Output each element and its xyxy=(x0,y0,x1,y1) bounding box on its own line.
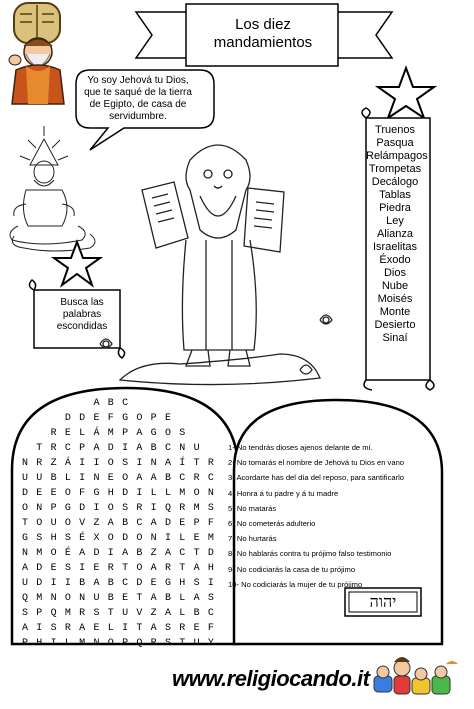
puzzle-letter[interactable]: R xyxy=(179,503,186,514)
puzzle-letter[interactable]: C xyxy=(122,398,129,409)
puzzle-letter[interactable]: O xyxy=(136,563,143,574)
puzzle-letter[interactable]: O xyxy=(107,638,114,649)
hebrew-tetragrammaton: יהוה xyxy=(369,592,397,611)
word-list-item: Sinaí xyxy=(382,332,408,344)
puzzle-letter[interactable]: A xyxy=(150,593,157,604)
puzzle-letter[interactable]: N xyxy=(93,473,100,484)
puzzle-letter[interactable]: E xyxy=(150,578,157,589)
word-list-item: Monte xyxy=(379,306,411,318)
commandment-item: 1- No tendrás dioses ajenos delante de mí. xyxy=(228,443,373,452)
puzzle-letter[interactable]: D xyxy=(136,578,143,589)
puzzle-letter[interactable]: Z xyxy=(150,608,157,619)
puzzle-letter[interactable]: N xyxy=(179,443,186,454)
puzzle-letter[interactable]: A xyxy=(150,473,157,484)
puzzle-letter[interactable]: L xyxy=(179,533,186,544)
puzzle-letter[interactable]: D xyxy=(36,578,43,589)
puzzle-letter[interactable]: N xyxy=(150,458,157,469)
puzzle-letter[interactable]: R xyxy=(50,428,57,439)
puzzle-letter[interactable]: G xyxy=(150,428,157,439)
puzzle-letter[interactable]: Á xyxy=(64,458,71,469)
puzzle-letter[interactable]: T xyxy=(122,563,129,574)
puzzle-letter[interactable]: Q xyxy=(164,503,171,514)
puzzle-letter[interactable]: F xyxy=(207,623,214,634)
puzzle-letter[interactable]: R xyxy=(136,503,143,514)
puzzle-letter[interactable]: P xyxy=(122,638,129,649)
puzzle-letter[interactable]: U xyxy=(50,518,57,529)
puzzle-letter[interactable]: C xyxy=(207,473,214,484)
puzzle-letter[interactable]: Q xyxy=(50,608,57,619)
puzzle-letter[interactable]: R xyxy=(150,638,157,649)
puzzle-letter[interactable]: R xyxy=(64,623,71,634)
puzzle-letter[interactable]: E xyxy=(93,413,100,424)
puzzle-letter[interactable]: B xyxy=(107,578,114,589)
puzzle-letter[interactable]: F xyxy=(107,413,114,424)
puzzle-letter[interactable]: G xyxy=(164,578,171,589)
puzzle-letter[interactable]: S xyxy=(164,623,171,634)
puzzle-letter[interactable]: D xyxy=(207,548,214,559)
puzzle-letter[interactable]: T xyxy=(193,458,200,469)
puzzle-letter[interactable]: S xyxy=(122,503,129,514)
puzzle-letter[interactable]: H xyxy=(207,563,214,574)
puzzle-letter[interactable]: C xyxy=(207,608,214,619)
word-list-item: Éxodo xyxy=(379,254,411,266)
puzzle-letter[interactable]: A xyxy=(136,428,143,439)
puzzle-letter[interactable]: U xyxy=(122,608,129,619)
puzzle-letter[interactable]: G xyxy=(21,533,28,544)
word-list-item: Moisés xyxy=(377,293,413,305)
puzzle-letter[interactable]: U xyxy=(21,578,28,589)
puzzle-letter[interactable]: B xyxy=(79,578,86,589)
puzzle-letter[interactable]: E xyxy=(179,518,186,529)
puzzle-letter[interactable]: I xyxy=(164,533,171,544)
puzzle-letter[interactable]: C xyxy=(164,443,171,454)
puzzle-letter[interactable]: A xyxy=(93,578,100,589)
word-list-item: Piedra xyxy=(379,202,411,214)
puzzle-letter[interactable]: Z xyxy=(93,518,100,529)
commandment-item: 5- No matarás xyxy=(228,503,277,513)
puzzle-letter[interactable]: I xyxy=(79,563,86,574)
commandment-item: 10- No codiciarás la mujer de tu prójimo xyxy=(228,579,363,589)
puzzle-letter[interactable]: L xyxy=(164,488,171,499)
puzzle-letter[interactable]: A xyxy=(150,563,157,574)
puzzle-letter[interactable]: R xyxy=(50,443,57,454)
puzzle-letter[interactable]: C xyxy=(64,443,71,454)
puzzle-letter[interactable]: D xyxy=(36,563,43,574)
puzzle-letter[interactable]: I xyxy=(122,623,129,634)
puzzle-letter[interactable]: N xyxy=(207,488,214,499)
word-list-item: Alianza xyxy=(376,228,414,240)
puzzle-letter[interactable]: G xyxy=(93,488,100,499)
instruction-line: palabras xyxy=(62,309,102,320)
puzzle-letter[interactable]: E xyxy=(164,413,171,424)
puzzle-letter[interactable]: A xyxy=(193,563,200,574)
puzzle-letter[interactable]: L xyxy=(64,638,71,649)
puzzle-letter[interactable]: S xyxy=(179,428,186,439)
puzzle-letter[interactable]: P xyxy=(36,608,43,619)
puzzle-letter[interactable]: D xyxy=(21,488,28,499)
puzzle-letter[interactable]: M xyxy=(36,548,43,559)
puzzle-letter[interactable]: B xyxy=(193,608,200,619)
puzzle-letter[interactable]: A xyxy=(164,548,171,559)
puzzle-letter[interactable]: T xyxy=(36,443,43,454)
puzzle-letter[interactable]: F xyxy=(207,518,214,529)
puzzle-letter[interactable]: S xyxy=(164,638,171,649)
puzzle-letter[interactable]: R xyxy=(179,623,186,634)
commandment-item: 4- Honra á tu padre y á tu madre xyxy=(228,488,339,498)
puzzle-letter[interactable]: E xyxy=(36,488,43,499)
puzzle-letter[interactable]: A xyxy=(93,443,100,454)
puzzle-letter[interactable]: F xyxy=(79,488,86,499)
puzzle-letter[interactable]: L xyxy=(150,488,157,499)
puzzle-letter[interactable]: I xyxy=(50,638,57,649)
puzzle-letter[interactable]: A xyxy=(79,548,86,559)
puzzle-letter[interactable]: R xyxy=(207,458,214,469)
puzzle-letter[interactable]: O xyxy=(64,488,71,499)
puzzle-letter[interactable]: H xyxy=(50,533,57,544)
instruction-text xyxy=(42,297,122,333)
puzzle-letter[interactable]: A xyxy=(21,563,28,574)
puzzle-letter[interactable]: R xyxy=(79,608,86,619)
puzzle-letter[interactable]: S xyxy=(36,533,43,544)
puzzle-letter[interactable]: U xyxy=(21,473,28,484)
puzzle-letter[interactable]: D xyxy=(107,443,114,454)
puzzle-letter[interactable]: I xyxy=(107,548,114,559)
page-title xyxy=(188,4,338,64)
puzzle-letter[interactable]: B xyxy=(107,593,114,604)
puzzle-letter[interactable]: T xyxy=(193,548,200,559)
puzzle-letter[interactable]: N xyxy=(36,503,43,514)
puzzle-letter[interactable]: O xyxy=(193,488,200,499)
puzzle-letter[interactable]: A xyxy=(79,623,86,634)
puzzle-letter[interactable]: A xyxy=(193,593,200,604)
puzzle-letter[interactable]: L xyxy=(179,608,186,619)
puzzle-letter[interactable]: B xyxy=(150,443,157,454)
puzzle-letter[interactable]: R xyxy=(193,473,200,484)
puzzle-letter[interactable]: O xyxy=(136,533,143,544)
puzzle-letter[interactable]: B xyxy=(136,548,143,559)
puzzle-letter[interactable]: Á xyxy=(93,428,100,439)
puzzle-letter[interactable]: E xyxy=(93,563,100,574)
title-line-2: mandamientos xyxy=(213,34,313,51)
commandment-item: 3- Acordarte has del día del reposo, para santificarlo xyxy=(228,473,405,483)
god-sketch xyxy=(10,126,95,251)
puzzle-letter[interactable]: C xyxy=(122,578,129,589)
puzzle-letter[interactable]: E xyxy=(50,563,57,574)
puzzle-letter[interactable]: I xyxy=(150,503,157,514)
footer-url[interactable]: www.religiocando.it xyxy=(172,666,370,691)
puzzle-letter[interactable]: D xyxy=(79,413,86,424)
puzzle-letter[interactable]: A xyxy=(164,608,171,619)
puzzle-letter[interactable]: T xyxy=(179,638,186,649)
commandment-item: 8- No hablarás contra tu prójimo falso testimonio xyxy=(228,549,392,559)
commandment-item: 2- No tomarás el nombre de Jehová tu Dios en vano xyxy=(228,458,405,468)
puzzle-letter[interactable]: B xyxy=(164,473,171,484)
puzzle-letter[interactable]: A xyxy=(164,458,171,469)
puzzle-letter[interactable]: R xyxy=(164,563,171,574)
puzzle-letter[interactable]: D xyxy=(93,548,100,559)
puzzle-letter[interactable]: D xyxy=(79,503,86,514)
word-list-item: Israelitas xyxy=(372,241,418,253)
puzzle-letter[interactable]: I xyxy=(136,458,143,469)
puzzle-letter[interactable]: O xyxy=(164,428,171,439)
puzzle-letter[interactable]: O xyxy=(122,473,129,484)
puzzle-letter[interactable]: I xyxy=(79,458,86,469)
puzzle-letter[interactable]: S xyxy=(193,578,200,589)
puzzle-letter[interactable]: I xyxy=(36,623,43,634)
puzzle-letter[interactable]: N xyxy=(21,458,28,469)
puzzle-letter[interactable]: H xyxy=(107,488,114,499)
bubble-line: servidumbre. xyxy=(109,111,167,122)
title-line-1: Los diez xyxy=(235,16,291,33)
puzzle-letter[interactable]: E xyxy=(193,533,200,544)
word-list-item: Trompetas xyxy=(368,163,422,175)
puzzle-letter[interactable]: M xyxy=(179,488,186,499)
puzzle-letter[interactable]: M xyxy=(207,533,214,544)
puzzle-letter[interactable]: O xyxy=(50,548,57,559)
puzzle-letter[interactable]: V xyxy=(79,518,86,529)
puzzle-letter[interactable]: L xyxy=(64,473,71,484)
puzzle-letter[interactable]: A xyxy=(107,518,114,529)
commandment-item: 6- No cometerás adulterio xyxy=(228,519,316,528)
puzzle-letter[interactable]: S xyxy=(207,503,214,514)
puzzle-letter[interactable]: G xyxy=(122,413,129,424)
puzzle-letter[interactable]: E xyxy=(107,473,114,484)
word-list-item: Relámpagos xyxy=(366,150,428,162)
puzzle-letter[interactable]: D xyxy=(122,533,129,544)
puzzle-letter[interactable]: E xyxy=(122,593,129,604)
puzzle-letter[interactable]: L xyxy=(107,623,114,634)
puzzle-letter[interactable]: T xyxy=(136,623,143,634)
moses-sketch xyxy=(100,145,332,385)
puzzle-letter[interactable]: Q xyxy=(21,593,28,604)
puzzle-letter[interactable]: E xyxy=(193,623,200,634)
bubble-line: que te saqué de la tierra xyxy=(84,87,192,98)
puzzle-letter[interactable]: H xyxy=(179,578,186,589)
puzzle-letter[interactable]: R xyxy=(107,563,114,574)
puzzle-letter[interactable]: N xyxy=(50,593,57,604)
word-list-item: Dios xyxy=(383,267,406,279)
puzzle-letter[interactable]: C xyxy=(179,473,186,484)
puzzle-letter[interactable]: M xyxy=(193,503,200,514)
puzzle-letter[interactable]: É xyxy=(79,533,86,544)
puzzle-letter[interactable]: A xyxy=(136,443,143,454)
puzzle-letter[interactable]: Z xyxy=(50,458,57,469)
puzzle-letter[interactable]: A xyxy=(150,518,157,529)
puzzle-letter[interactable]: S xyxy=(64,563,71,574)
puzzle-letter[interactable]: S xyxy=(64,533,71,544)
puzzle-letter[interactable]: O xyxy=(21,503,28,514)
puzzle-letter[interactable]: C xyxy=(179,548,186,559)
puzzle-letter[interactable]: A xyxy=(21,623,28,634)
puzzle-letter[interactable]: T xyxy=(179,563,186,574)
commandment-item: 9- No codiciarás la casa de tu prójimo xyxy=(228,564,356,574)
puzzle-letter[interactable]: O xyxy=(107,503,114,514)
puzzle-letter[interactable]: D xyxy=(64,413,71,424)
speech-bubble-text xyxy=(80,75,196,123)
bubble-line: de Egipto, de casa de xyxy=(89,99,187,110)
puzzle-letter[interactable]: E xyxy=(64,428,71,439)
puzzle-letter[interactable]: O xyxy=(36,518,43,529)
word-list-item: Truenos xyxy=(375,124,415,136)
puzzle-letter[interactable]: M xyxy=(36,593,43,604)
puzzle-letter[interactable]: B xyxy=(107,398,114,409)
puzzle-letter[interactable]: M xyxy=(107,428,114,439)
bubble-line: Yo soy Jehová tu Dios, xyxy=(87,75,189,86)
puzzle-letter[interactable]: S xyxy=(21,608,28,619)
puzzle-letter[interactable]: Y xyxy=(207,638,214,649)
puzzle-letter[interactable]: I xyxy=(64,578,71,589)
puzzle-letter[interactable]: O xyxy=(64,518,71,529)
puzzle-letter[interactable]: O xyxy=(64,593,71,604)
puzzle-letter[interactable]: O xyxy=(136,413,143,424)
word-list-item: Pasqua xyxy=(376,137,414,149)
puzzle-letter[interactable]: N xyxy=(150,533,157,544)
puzzle-letter[interactable]: V xyxy=(136,608,143,619)
puzzle-letter[interactable]: B xyxy=(164,593,171,604)
puzzle-letter[interactable]: E xyxy=(93,623,100,634)
puzzle-letter[interactable]: D xyxy=(164,518,171,529)
word-list-item: Ley xyxy=(386,215,404,227)
puzzle-letter[interactable]: T xyxy=(21,518,28,529)
puzzle-letter[interactable]: P xyxy=(122,428,129,439)
puzzle-letter[interactable]: I xyxy=(207,578,214,589)
puzzle-letter[interactable]: A xyxy=(122,548,129,559)
puzzle-letter[interactable]: L xyxy=(179,593,186,604)
puzzle-letter[interactable]: S xyxy=(122,458,129,469)
puzzle-letter[interactable]: O xyxy=(107,458,114,469)
puzzle-letter[interactable]: M xyxy=(79,638,86,649)
word-list-item: Desierto xyxy=(374,319,416,331)
star-right-icon xyxy=(378,68,434,118)
word-list-item: Decálogo xyxy=(371,176,419,188)
word-list xyxy=(366,124,428,345)
puzzle-letter[interactable]: Í xyxy=(179,458,186,469)
puzzle-letter[interactable]: H xyxy=(36,638,43,649)
puzzle-letter[interactable]: P xyxy=(193,518,200,529)
puzzle-letter[interactable]: P xyxy=(21,638,28,649)
puzzle-letter[interactable]: L xyxy=(79,428,86,439)
puzzle-letter[interactable]: S xyxy=(50,623,57,634)
puzzle-letter[interactable]: S xyxy=(93,608,100,619)
puzzle-letter[interactable]: N xyxy=(93,638,100,649)
puzzle-letter[interactable]: É xyxy=(64,548,71,559)
puzzle-letter[interactable]: U xyxy=(36,473,43,484)
puzzle-letter[interactable]: I xyxy=(79,473,86,484)
word-list-item: Tablas xyxy=(379,189,411,201)
puzzle-letter[interactable]: P xyxy=(50,503,57,514)
kids-cartoon-icon xyxy=(374,657,458,694)
puzzle-letter[interactable]: I xyxy=(93,503,100,514)
puzzle-letter[interactable]: B xyxy=(50,473,57,484)
puzzle-letter[interactable]: I xyxy=(122,443,129,454)
puzzle-letter[interactable]: X xyxy=(93,533,100,544)
puzzle-letter[interactable]: Q xyxy=(136,638,143,649)
star-left-icon xyxy=(54,242,100,285)
puzzle-letter[interactable]: N xyxy=(79,593,86,604)
puzzle-letter[interactable]: P xyxy=(79,443,86,454)
puzzle-letter[interactable]: A xyxy=(136,473,143,484)
puzzle-letter[interactable]: T xyxy=(136,593,143,604)
puzzle-letter[interactable]: U xyxy=(93,593,100,604)
puzzle-letter[interactable]: I xyxy=(50,578,57,589)
puzzle-letter[interactable]: I xyxy=(93,458,100,469)
puzzle-letter[interactable]: B xyxy=(122,518,129,529)
puzzle-letter[interactable]: P xyxy=(150,413,157,424)
instruction-line: escondidas xyxy=(56,321,108,332)
instruction-line: Busca las xyxy=(60,297,104,308)
puzzle-letter[interactable]: M xyxy=(64,608,71,619)
puzzle-letter[interactable]: D xyxy=(122,488,129,499)
moses-color-icon xyxy=(9,3,64,104)
puzzle-letter[interactable]: U xyxy=(193,443,200,454)
puzzle-letter[interactable]: R xyxy=(36,458,43,469)
puzzle-letter[interactable]: N xyxy=(21,548,28,559)
puzzle-letter[interactable]: T xyxy=(107,608,114,619)
puzzle-letter[interactable]: I xyxy=(136,488,143,499)
puzzle-letter[interactable]: C xyxy=(136,518,143,529)
commandment-item: 7- No hurtarás xyxy=(228,534,277,544)
puzzle-letter[interactable]: A xyxy=(93,398,100,409)
puzzle-letter[interactable]: A xyxy=(150,623,157,634)
puzzle-letter[interactable]: G xyxy=(64,503,71,514)
puzzle-letter[interactable]: E xyxy=(50,488,57,499)
puzzle-letter[interactable]: O xyxy=(107,533,114,544)
puzzle-letter[interactable]: Z xyxy=(150,548,157,559)
puzzle-letter[interactable]: U xyxy=(193,638,200,649)
puzzle-letter[interactable]: S xyxy=(207,593,214,604)
word-list-item: Nube xyxy=(381,280,409,292)
